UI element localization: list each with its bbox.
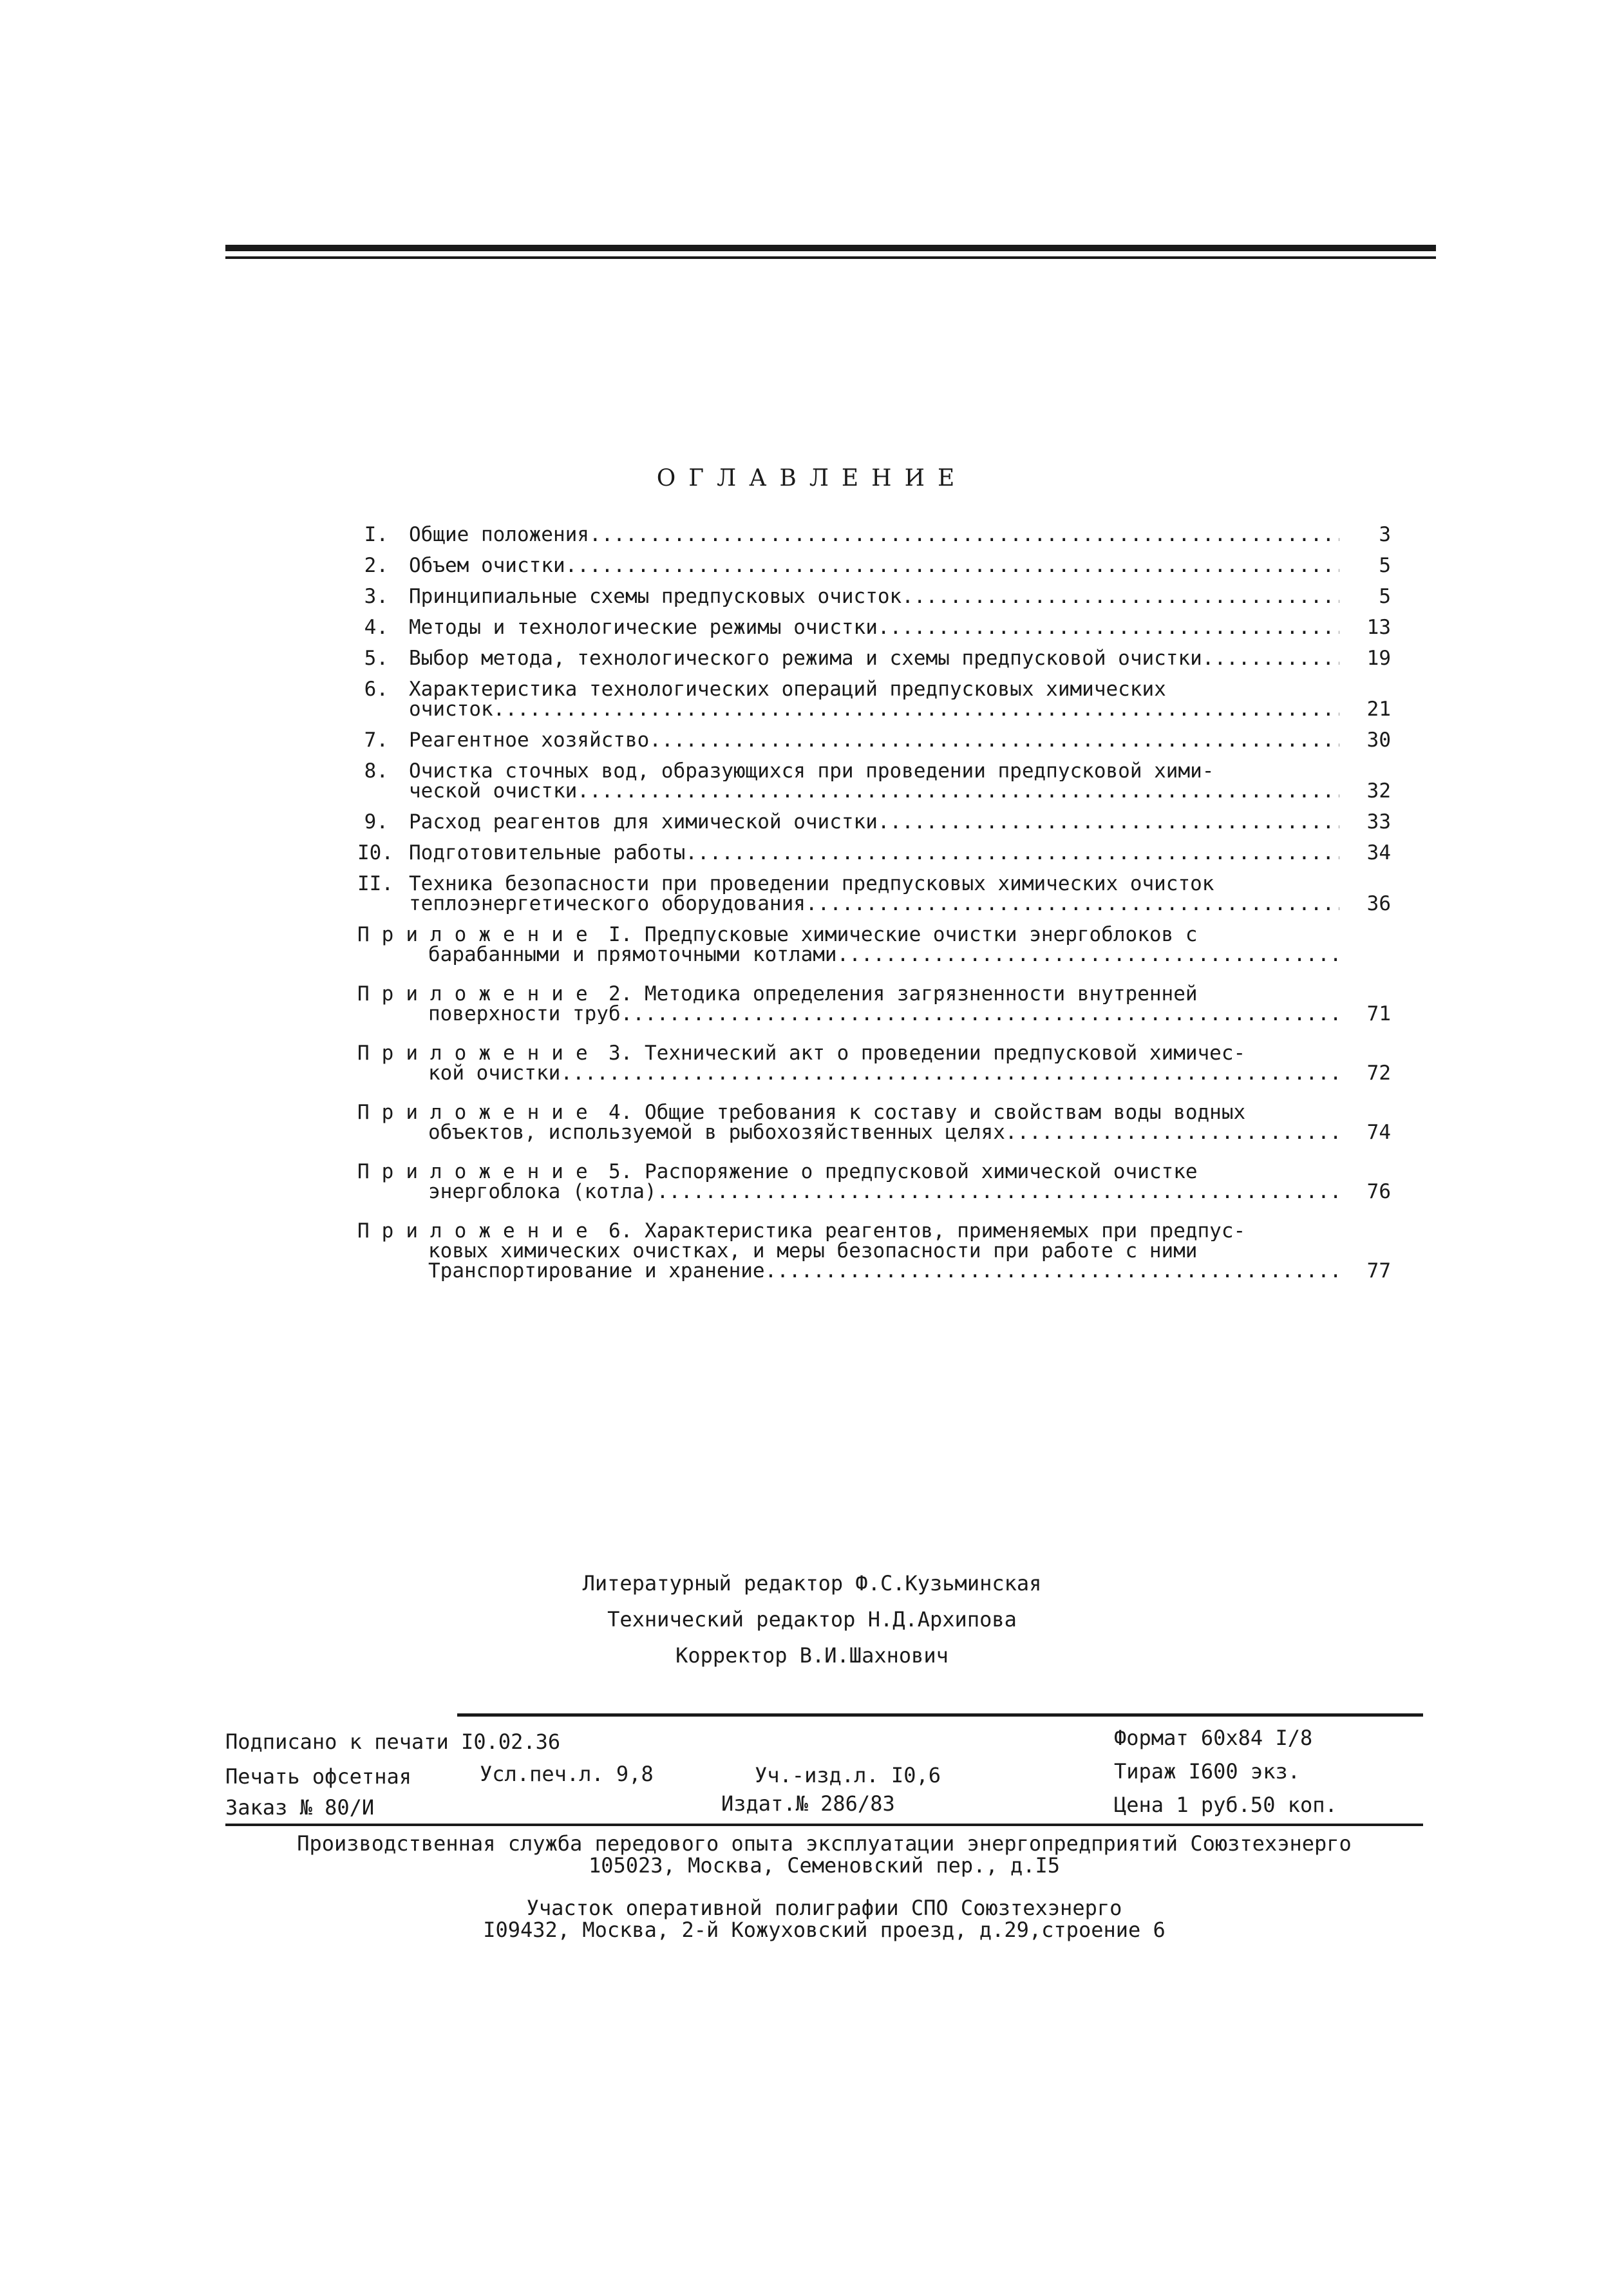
toc-entry-page: 3 <box>1379 523 1391 546</box>
dot-leader <box>765 1261 1339 1281</box>
toc-entry-body <box>409 587 1339 607</box>
toc-entry-number: I0. <box>357 841 393 864</box>
toc-entry <box>357 730 1391 750</box>
toc-entry-text: Методы и технологические режимы очистки <box>409 618 878 638</box>
toc-entry-text: энергоблока (котла) <box>428 1182 657 1202</box>
toc-entry-text: 5. Распоряжение о предпусковой химической очистке <box>609 1162 1198 1182</box>
dot-leader <box>1202 649 1339 669</box>
toc-entry-text: Общие положения <box>409 525 589 545</box>
toc-entry-page: 5 <box>1379 554 1391 577</box>
toc-entry-body <box>409 812 1339 832</box>
toc-entry-line <box>409 730 1339 750</box>
toc-entry <box>357 587 1391 607</box>
toc-entry-body <box>409 874 1339 914</box>
toc-entry-line <box>409 761 1339 781</box>
toc-entry-text: Транспортирование и хранение <box>428 1261 765 1281</box>
toc-entry <box>357 874 1391 914</box>
toc-entry <box>357 649 1391 669</box>
toc-entry-text: барабанными и прямоточными котлами <box>428 945 837 965</box>
format: Формат 60x84 I/8 <box>1114 1726 1313 1750</box>
toc-entry-page: 36 <box>1366 892 1391 915</box>
dot-leader <box>493 700 1339 719</box>
toc-entry-text: Расход реагентов для химической очистки <box>409 812 878 832</box>
printer-name: Участок оперативной полиграфии СПО Союзтехэнерго <box>526 1896 1122 1920</box>
toc-title: ОГЛАВЛЕНИЕ <box>656 465 968 491</box>
toc-entry-number: II. <box>357 872 393 895</box>
toc-entry-body <box>409 556 1339 576</box>
price: Цена 1 руб.50 коп. <box>1114 1793 1337 1817</box>
toc-entry-line <box>609 925 1339 945</box>
toc-entry-body <box>409 618 1339 638</box>
imprint-block <box>225 1713 1423 1941</box>
appendix-page: 71 <box>1366 1002 1391 1025</box>
edition-number: Издат.№ 286/83 <box>721 1791 895 1816</box>
toc-entry-body <box>409 649 1339 669</box>
toc-entry-page: 13 <box>1366 616 1391 639</box>
toc-entry <box>357 618 1391 638</box>
toc-entry-body <box>409 525 1339 545</box>
toc-entry-page: 34 <box>1366 841 1391 864</box>
toc-entry-text: ческой очистки <box>409 781 578 801</box>
appendix-lead: Приложение <box>357 923 600 946</box>
toc-entry-text: поверхности труб <box>428 1004 621 1024</box>
circulation: Тираж I600 экз. <box>1114 1759 1300 1784</box>
appendix-page: 76 <box>1366 1180 1391 1203</box>
toc-entry-line <box>409 556 1339 576</box>
toc-entry-number: 8. <box>364 759 388 783</box>
dot-leader <box>649 730 1339 750</box>
appendix-entry <box>357 984 1391 1024</box>
printer-address: I09432, Москва, 2-й Кожуховский проезд, д.29,строение 6 <box>483 1918 1166 1942</box>
toc-entry-line <box>428 1261 1339 1281</box>
appendix-page: 74 <box>1366 1121 1391 1144</box>
toc-entry-line <box>428 1004 1339 1024</box>
toc-entry-line <box>409 894 1339 914</box>
appendix-lead: Приложение <box>357 1042 600 1065</box>
print-type: Печать офсетная <box>225 1764 411 1789</box>
toc-entry-line <box>428 945 1339 965</box>
dot-leader <box>1005 1123 1339 1143</box>
publishing-sheets: Уч.-изд.л. I0,6 <box>755 1763 941 1787</box>
toc-entry <box>357 761 1391 801</box>
publisher-name: Производственная служба передового опыта эксплуатации энергопредприятий Союзтехэнерго <box>297 1831 1352 1856</box>
appendix-entry <box>357 1221 1391 1281</box>
toc-entry-page: 21 <box>1366 698 1391 721</box>
editorial-credits <box>0 1565 1624 1673</box>
toc-entry-line <box>409 843 1339 863</box>
toc-entry-page: 5 <box>1379 585 1391 608</box>
toc-entry-line <box>428 1063 1339 1083</box>
toc-entry-number: 9. <box>364 810 388 834</box>
dot-leader <box>657 1182 1339 1202</box>
dot-leader <box>565 556 1339 576</box>
toc-entry-line <box>609 1221 1339 1241</box>
toc-entry <box>357 680 1391 719</box>
toc-entry-text: 4. Общие требования к составу и свойствам воды водных <box>609 1103 1246 1123</box>
technical-editor: Технический редактор Н.Д.Архипова <box>607 1607 1017 1632</box>
toc-entry-line <box>409 618 1339 638</box>
toc-entry-number: 3. <box>364 585 388 608</box>
appendix-lead: Приложение <box>357 982 600 1005</box>
toc-entry-body <box>409 730 1339 750</box>
toc-entry-line <box>409 525 1339 545</box>
toc-entry-text: кой очистки <box>428 1063 561 1083</box>
toc-entry-number: I. <box>364 523 388 546</box>
toc-entry-text: объектов, используемой в рыбохозяйственных целях <box>428 1123 1005 1143</box>
toc-entry-page: 30 <box>1366 729 1391 752</box>
toc-entry-page: 32 <box>1366 779 1391 803</box>
toc-entry-line <box>409 812 1339 832</box>
table-of-contents <box>357 525 1391 1300</box>
appendix-lead: Приложение <box>357 1219 600 1243</box>
toc-entry-body <box>409 843 1339 863</box>
literary-editor: Литературный редактор Ф.С.Кузьминская <box>582 1571 1042 1596</box>
toc-entry-number: 5. <box>364 647 388 670</box>
dot-leader <box>577 781 1339 801</box>
toc-entry-text: 6. Характеристика реагентов, применяемых при предпус- <box>609 1221 1246 1241</box>
toc-entry-body <box>409 761 1339 801</box>
dot-leader <box>902 587 1339 607</box>
toc-entry <box>357 812 1391 832</box>
appendix-entry <box>357 925 1391 965</box>
toc-entry-text: теплоэнергетического оборудования <box>409 894 806 914</box>
toc-entry-number: 2. <box>364 554 388 577</box>
toc-entry-line <box>409 700 1339 719</box>
toc-entry-text: очисток <box>409 700 493 719</box>
toc-entry-text: I. Предпусковые химические очистки энергоблоков с <box>609 925 1198 945</box>
appendix-entry <box>357 1162 1391 1202</box>
printing-info <box>225 1897 1423 1941</box>
toc-entry-line <box>428 1123 1339 1143</box>
publisher-info <box>225 1833 1423 1876</box>
toc-entry <box>357 843 1391 863</box>
toc-entry-text: Техника безопасности при проведении предпусковых химических очисток <box>409 874 1214 894</box>
toc-entry-text: Реагентное хозяйство <box>409 730 650 750</box>
toc-entry-line <box>409 587 1339 607</box>
dot-leader <box>878 618 1339 638</box>
signed-to-print: Подписано к печати I0.02.36 <box>225 1729 561 1754</box>
toc-entry-line <box>409 874 1339 894</box>
print-sheets: Усл.печ.л. 9,8 <box>480 1762 654 1786</box>
toc-entry-line <box>609 1162 1339 1182</box>
dot-leader <box>837 945 1339 965</box>
appendix-lead: Приложение <box>357 1101 600 1124</box>
dot-leader <box>621 1004 1339 1024</box>
toc-entry-line <box>409 680 1339 700</box>
toc-entry-number: 7. <box>364 729 388 752</box>
toc-entry-page: 33 <box>1366 810 1391 834</box>
toc-entry-number: 4. <box>364 616 388 639</box>
toc-entry-text: Характеристика технологических операций предпусковых химических <box>409 680 1166 700</box>
dot-leader <box>589 525 1339 545</box>
header-rule <box>225 245 1436 259</box>
toc-entry-line <box>609 1103 1339 1123</box>
appendix-lead: Приложение <box>357 1160 600 1183</box>
proofreader: Корректор В.И.Шахнович <box>675 1643 949 1668</box>
dot-leader <box>560 1063 1339 1083</box>
imprint-rule-bottom <box>225 1824 1423 1826</box>
toc-entry-text: Объем очистки <box>409 556 565 576</box>
toc-entry <box>357 525 1391 545</box>
toc-entry-text: 2. Методика определения загрязненности внутренней <box>609 984 1198 1004</box>
toc-entry-text: Подготовительные работы <box>409 843 686 863</box>
toc-entry-line <box>428 1182 1339 1202</box>
appendix-entry <box>357 1103 1391 1143</box>
toc-entry-text: ковых химических очистках, и меры безопасности при работе с ними <box>428 1241 1198 1261</box>
toc-entry-line <box>409 649 1339 669</box>
dot-leader <box>878 812 1339 832</box>
dot-leader <box>806 894 1339 914</box>
toc-entry-text: Очистка сточных вод, образующихся при проведении предпусковой хими- <box>409 761 1214 781</box>
toc-entry-line <box>609 1043 1339 1063</box>
toc-entry-line <box>428 1241 1339 1261</box>
publisher-address: 105023, Москва, Семеновский пер., д.I5 <box>588 1853 1061 1878</box>
dot-leader <box>685 843 1339 863</box>
toc-entry-line <box>409 781 1339 801</box>
toc-entry-number: 6. <box>364 678 388 701</box>
toc-entry-text: Выбор метода, технологического режима и схемы предпусковой очистки <box>409 649 1202 669</box>
order-number: Заказ № 80/И <box>225 1795 375 1820</box>
toc-entry <box>357 556 1391 576</box>
toc-entry-text: Принципиальные схемы предпусковых очисток <box>409 587 902 607</box>
appendix-page: 72 <box>1366 1062 1391 1085</box>
toc-entry-page: 19 <box>1366 647 1391 670</box>
toc-entry-text: 3. Технический акт о проведении предпусковой химичес- <box>609 1043 1246 1063</box>
toc-entry-line <box>609 984 1339 1004</box>
appendix-page: 77 <box>1366 1259 1391 1282</box>
appendix-entry <box>357 1043 1391 1083</box>
toc-entry-body <box>409 680 1339 719</box>
